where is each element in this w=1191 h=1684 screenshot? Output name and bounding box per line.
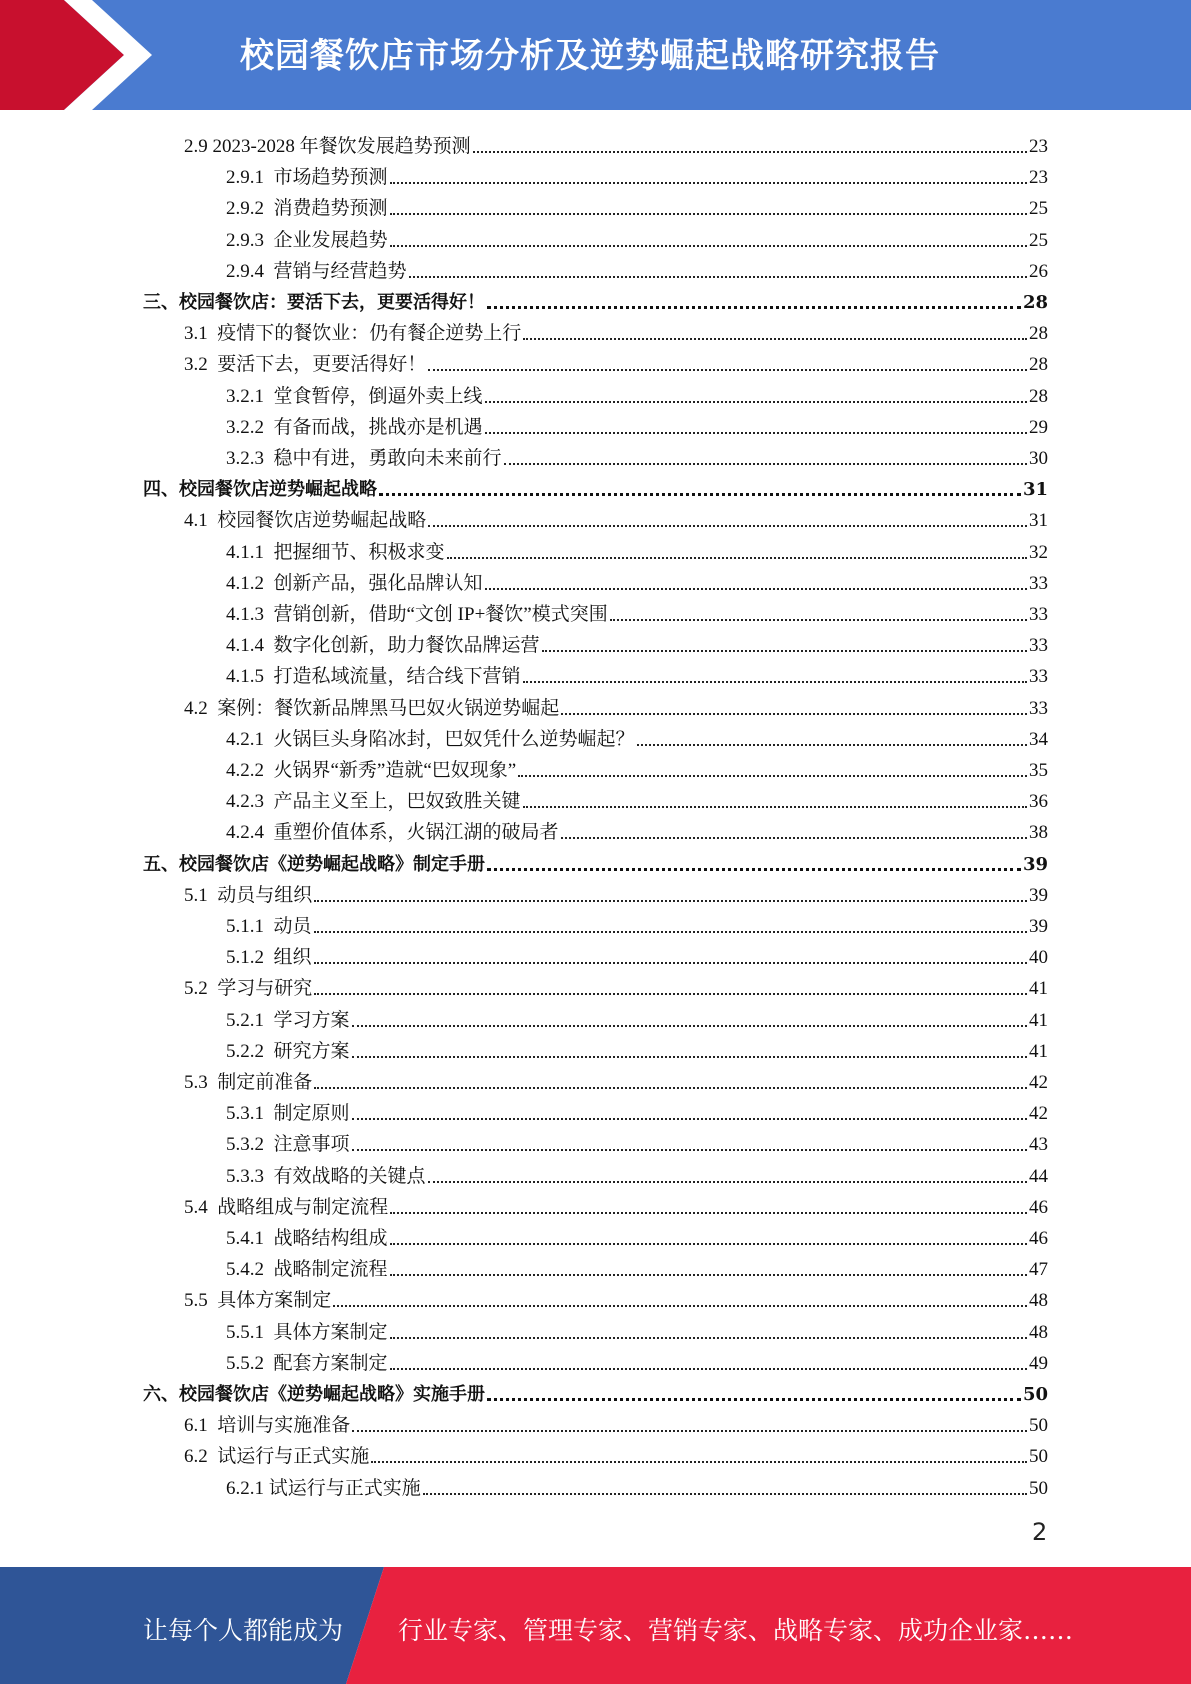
toc-entry-title: 制定原则 [273,1103,350,1125]
toc-entry-number: 5.4.2 [226,1259,274,1281]
toc-entry[interactable] [226,221,1048,252]
toc-entry-page: 34 [1029,728,1048,750]
toc-entry-number: 2.9.1 [226,167,274,189]
toc-entry-number: 5.1.2 [226,947,274,969]
toc-dot-leader [314,1087,1027,1089]
report-title: 校园餐饮店市场分析及逆势崛起战略研究报告 [240,36,940,76]
toc-entry[interactable] [184,1281,1048,1312]
toc-entry-page: 25 [1029,198,1048,220]
toc-entry-title: 六、校园餐饮店《逆势崛起战略》实施手册 [143,1384,485,1405]
toc-entry[interactable] [184,1437,1048,1468]
page-number: 2 [1032,1518,1048,1546]
toc-dot-leader [352,1430,1027,1432]
toc-dot-leader [428,1181,1027,1183]
toc-entry-title: 学习与研究 [217,978,313,1000]
toc-entry-page: 46 [1029,1196,1048,1218]
toc-entry[interactable] [143,470,1048,501]
toc-entry[interactable] [226,1250,1048,1281]
toc-entry[interactable] [226,813,1048,844]
toc-entry-title: 把握细节、积极求变 [273,541,445,563]
toc-entry-title: 重塑价值体系，火锅江湖的破局者 [273,822,559,844]
toc-entry-number: 5.4.1 [226,1228,274,1249]
toc-dot-leader [561,713,1027,715]
toc-entry-title: 营销与经营趋势 [273,260,407,282]
toc-entry-title: 战略制定流程 [273,1259,388,1281]
toc-entry[interactable] [226,782,1048,813]
toc-entry-number: 5.2 [184,978,218,1000]
toc-entry-title: 配套方案制定 [273,1352,388,1374]
toc-entry-number: 4.2.2 [226,760,274,781]
toc-dot-leader [390,182,1027,184]
toc-entry-number: 5.3.3 [226,1165,274,1187]
toc-entry-number: 5.4 [184,1196,218,1218]
toc-entry-title: 战略组成与制定流程 [217,1196,389,1218]
toc-entry-number: 2.9.4 [226,260,274,282]
toc-entry-page: 44 [1029,1165,1048,1187]
toc-dot-leader [314,931,1027,933]
toc-entry-page: 39 [1029,884,1048,906]
toc-dot-leader [487,1398,1021,1401]
toc-entry[interactable] [226,1313,1048,1344]
toc-entry[interactable] [226,751,1048,782]
toc-entry-page: 23 [1029,136,1048,157]
toc-entry-page: 42 [1029,1072,1048,1093]
toc-entry[interactable] [226,657,1048,688]
toc-entry-page: 33 [1029,697,1048,719]
toc-dot-leader [390,245,1027,247]
toc-dot-leader [561,837,1027,839]
toc-dot-leader [447,557,1027,559]
toc-entry-page: 48 [1029,1321,1048,1343]
toc-dot-leader [352,1149,1027,1151]
toc-entry-number: 3.2 [184,354,218,376]
toc-entry-page: 41 [1029,1009,1048,1031]
toc-entry-page: 48 [1029,1290,1048,1312]
toc-entry-number: 4.1.4 [226,635,274,657]
toc-entry-number: 6.2.1 [226,1477,269,1499]
toc-entry-number: 2.9.2 [226,198,274,220]
toc-dot-leader [390,1243,1027,1245]
toc-entry-number: 5.5 [184,1290,218,1312]
toc-entry-number: 3.1 [184,323,218,345]
toc-entry-number: 5.2.2 [226,1040,274,1062]
toc-entry-number: 4.1.2 [226,572,274,594]
toc-entry-page: 33 [1029,604,1048,625]
toc-entry-title: 创新产品，强化品牌认知 [273,572,483,594]
toc-entry-page: 31 [1022,479,1048,501]
toc-entry-number: 4.1.3 [226,604,274,625]
toc-entry-page: 41 [1029,978,1048,1000]
toc-entry[interactable] [226,1001,1048,1032]
toc-entry-page: 35 [1029,760,1048,781]
toc-dot-leader [379,493,1021,496]
toc-dot-leader [637,744,1027,746]
toc-entry-number: 5.5.2 [226,1352,274,1374]
toc-entry-page: 28 [1029,354,1048,376]
toc-entry-title: 具体方案制定 [217,1290,332,1312]
toc-entry-page: 42 [1029,1103,1048,1125]
toc-entry-page: 33 [1029,635,1048,657]
toc-entry-page: 38 [1029,822,1048,844]
toc-entry[interactable] [184,689,1048,720]
toc-entry-number: 4.2 [184,697,218,719]
toc-dot-leader [314,962,1027,964]
toc-entry[interactable] [226,1157,1048,1188]
toc-entry-title: 五、校园餐饮店《逆势崛起战略》制定手册 [143,853,485,875]
toc-entry-title: 有效战略的关键点 [273,1165,426,1187]
toc-entry[interactable] [226,439,1048,470]
toc-entry[interactable] [226,595,1048,626]
toc-entry[interactable] [226,1344,1048,1375]
toc-entry[interactable] [184,501,1048,532]
toc-entry[interactable] [143,1375,1048,1406]
toc-entry-title: 产品主义至上，巴奴致胜关键 [273,791,521,813]
toc-entry[interactable] [143,283,1048,314]
toc-entry-title: 学习方案 [273,1009,350,1031]
toc-dot-leader [314,993,1027,995]
footer-slogan-left: 让每个人都能成为 [143,1616,344,1645]
toc-entry-title: 企业发展趋势 [273,229,388,251]
toc-entry-page: 50 [1029,1446,1048,1468]
toc-entry-title: 火锅界“新秀”造就“巴奴现象” [273,760,517,781]
toc-entry-title: 组织 [273,947,312,969]
toc-dot-leader [610,619,1027,621]
toc-entry[interactable] [226,938,1048,969]
toc-entry[interactable] [226,1469,1048,1500]
toc-entry-number: 3.2.3 [226,448,274,469]
toc-entry-title: 有备而战，挑战亦是机遇 [273,416,483,438]
toc-entry-number: 6.2 [184,1446,218,1468]
toc-dot-leader [428,525,1027,527]
toc-entry-number: 5.1 [184,884,218,906]
toc-entry[interactable] [226,1094,1048,1125]
toc-entry-page: 28 [1029,385,1048,407]
toc-entry-number: 5.3.1 [226,1103,274,1125]
toc-dot-leader [542,650,1027,652]
toc-dot-leader [485,432,1027,434]
toc-entry[interactable] [226,564,1048,595]
toc-dot-leader [390,1212,1027,1214]
toc-entry-title: 试运行与正式实施 [217,1446,370,1468]
toc-entry-page: 39 [1022,853,1048,875]
toc-entry-title: 打造私域流量，结合线下营销 [273,666,521,688]
toc-dot-leader [523,338,1027,340]
toc-entry-number: 4.2.3 [226,791,274,813]
toc-entry-number: 3.2.2 [226,416,274,438]
toc-entry-page: 47 [1029,1259,1048,1281]
toc-entry-title: 稳中有进，勇敢向未来前行 [273,448,502,469]
toc-dot-leader [390,1337,1027,1339]
toc-entry-page: 33 [1029,666,1048,688]
toc-entry-page: 30 [1029,448,1048,469]
toc-entry-page: 23 [1029,167,1048,189]
toc-entry-page: 33 [1029,572,1048,594]
toc-entry[interactable] [184,345,1048,376]
toc-entry-title: 注意事项 [273,1134,350,1156]
toc-dot-leader [390,1274,1027,1276]
toc-entry-title: 消费趋势预测 [273,198,388,220]
page-header [0,0,1191,110]
toc-entry-title: 动员 [273,916,312,937]
toc-dot-leader [523,806,1027,808]
toc-dot-leader [390,1368,1027,1370]
toc-entry-title: 研究方案 [273,1040,350,1062]
toc-entry-page: 31 [1029,510,1048,532]
toc-entry-title: 火锅巨头身陷冰封，巴奴凭什么逆势崛起？ [273,728,635,750]
toc-dot-leader [523,681,1027,683]
toc-entry[interactable] [184,1063,1048,1094]
toc-entry-title: 要活下去，更要活得好！ [217,354,427,376]
toc-entry[interactable] [143,845,1048,876]
toc-entry-page: 43 [1029,1134,1048,1156]
toc-entry-page: 36 [1029,791,1048,813]
toc-entry-title: 市场趋势预测 [273,167,388,189]
toc-dot-leader [371,1461,1027,1463]
toc-entry[interactable] [226,720,1048,751]
toc-entry-number: 2.9 [184,136,213,157]
toc-entry-number: 6.1 [184,1415,218,1437]
toc-entry-page: 40 [1029,947,1048,969]
toc-entry[interactable] [226,1032,1048,1063]
toc-dot-leader [428,369,1027,371]
toc-entry-page: 28 [1022,292,1048,313]
toc-entry-number: 2.9.3 [226,229,274,251]
toc-entry-page: 26 [1029,260,1048,282]
toc-entry-page: 25 [1029,229,1048,251]
toc-entry-number: 4.1 [184,510,218,532]
toc-dot-leader [487,868,1021,871]
toc-entry-title: 动员与组织 [217,884,313,906]
toc-entry-number: 5.5.1 [226,1321,274,1343]
toc-dot-leader [518,775,1027,777]
toc-entry[interactable] [226,907,1048,938]
toc-entry[interactable] [184,314,1048,345]
toc-dot-leader [423,1493,1027,1495]
toc-dot-leader [352,1025,1027,1027]
toc-dot-leader [352,1056,1027,1058]
toc-entry[interactable] [184,127,1048,158]
toc-entry[interactable] [226,533,1048,564]
toc-entry-title: 营销创新，借助“文创 IP+餐饮”模式突围 [273,604,608,625]
toc-entry[interactable] [226,252,1048,283]
toc-entry-page: 50 [1022,1384,1048,1405]
toc-entry-page: 50 [1029,1415,1048,1437]
toc-entry-title: 疫情下的餐饮业：仍有餐企逆势上行 [217,323,522,345]
toc-entry-title: 战略结构组成 [273,1228,388,1249]
toc-entry[interactable] [226,1125,1048,1156]
toc-entry[interactable] [226,408,1048,439]
toc-entry-number: 4.1.1 [226,541,274,563]
toc-entry-title: 2023-2028 年餐饮发展趋势预测 [212,136,471,157]
toc-entry[interactable] [226,189,1048,220]
toc-entry-page: 29 [1029,416,1048,438]
toc-entry-page: 28 [1029,323,1048,345]
toc-dot-leader [487,306,1021,309]
toc-entry-title: 具体方案制定 [273,1321,388,1343]
toc-entry[interactable] [226,1219,1048,1250]
toc-entry-title: 校园餐饮店逆势崛起战略 [217,510,427,532]
toc-entry-number: 3.2.1 [226,385,274,407]
toc-entry-page: 49 [1029,1352,1048,1374]
toc-dot-leader [409,276,1027,278]
toc-entry-number: 5.3.2 [226,1134,274,1156]
toc-entry-page: 41 [1029,1040,1048,1062]
toc-entry[interactable] [184,1406,1048,1437]
toc-entry-title: 试运行与正式实施 [268,1477,421,1499]
header-arrow-decoration [0,0,160,110]
toc-dot-leader [390,213,1027,215]
toc-entry-number: 5.2.1 [226,1009,274,1031]
toc-dot-leader [333,1305,1027,1307]
toc-dot-leader [485,401,1027,403]
toc-entry-title: 三、校园餐饮店：要活下去，更要活得好！ [143,292,485,313]
page-footer [0,1567,1191,1684]
toc-entry-page: 32 [1029,541,1048,563]
toc-entry-title: 堂食暂停，倒逼外卖上线 [273,385,483,407]
toc-dot-leader [314,900,1027,902]
toc-entry[interactable] [184,876,1048,907]
toc-dot-leader [473,151,1027,153]
toc-entry-number: 5.3 [184,1072,218,1093]
toc-entry-number: 4.1.5 [226,666,274,688]
toc-entry-number: 5.1.1 [226,916,274,937]
toc-entry-title: 四、校园餐饮店逆势崛起战略 [143,479,377,501]
toc-entry[interactable] [184,969,1048,1000]
toc-entry[interactable] [226,626,1048,657]
toc-entry[interactable] [184,1188,1048,1219]
toc-entry-number: 4.2.4 [226,822,274,844]
toc-entry-title: 培训与实施准备 [217,1415,351,1437]
toc-entry[interactable] [226,377,1048,408]
toc-entry-title: 数字化创新，助力餐饮品牌运营 [273,635,540,657]
toc-entry[interactable] [226,158,1048,189]
footer-slogan-right: 行业专家、管理专家、营销专家、战略专家、成功企业家…… [398,1616,1074,1645]
toc-entry-number: 4.2.1 [226,728,274,750]
toc-entry-page: 46 [1029,1228,1048,1249]
toc-entry-page: 39 [1029,916,1048,937]
toc-dot-leader [485,588,1027,590]
toc-dot-leader [352,1118,1027,1120]
toc-dot-leader [504,463,1027,465]
toc-entry-title: 案例：餐饮新品牌黑马巴奴火锅逆势崛起 [217,697,560,719]
toc-entry-title: 制定前准备 [217,1072,313,1093]
toc-entry-page: 50 [1029,1477,1048,1499]
